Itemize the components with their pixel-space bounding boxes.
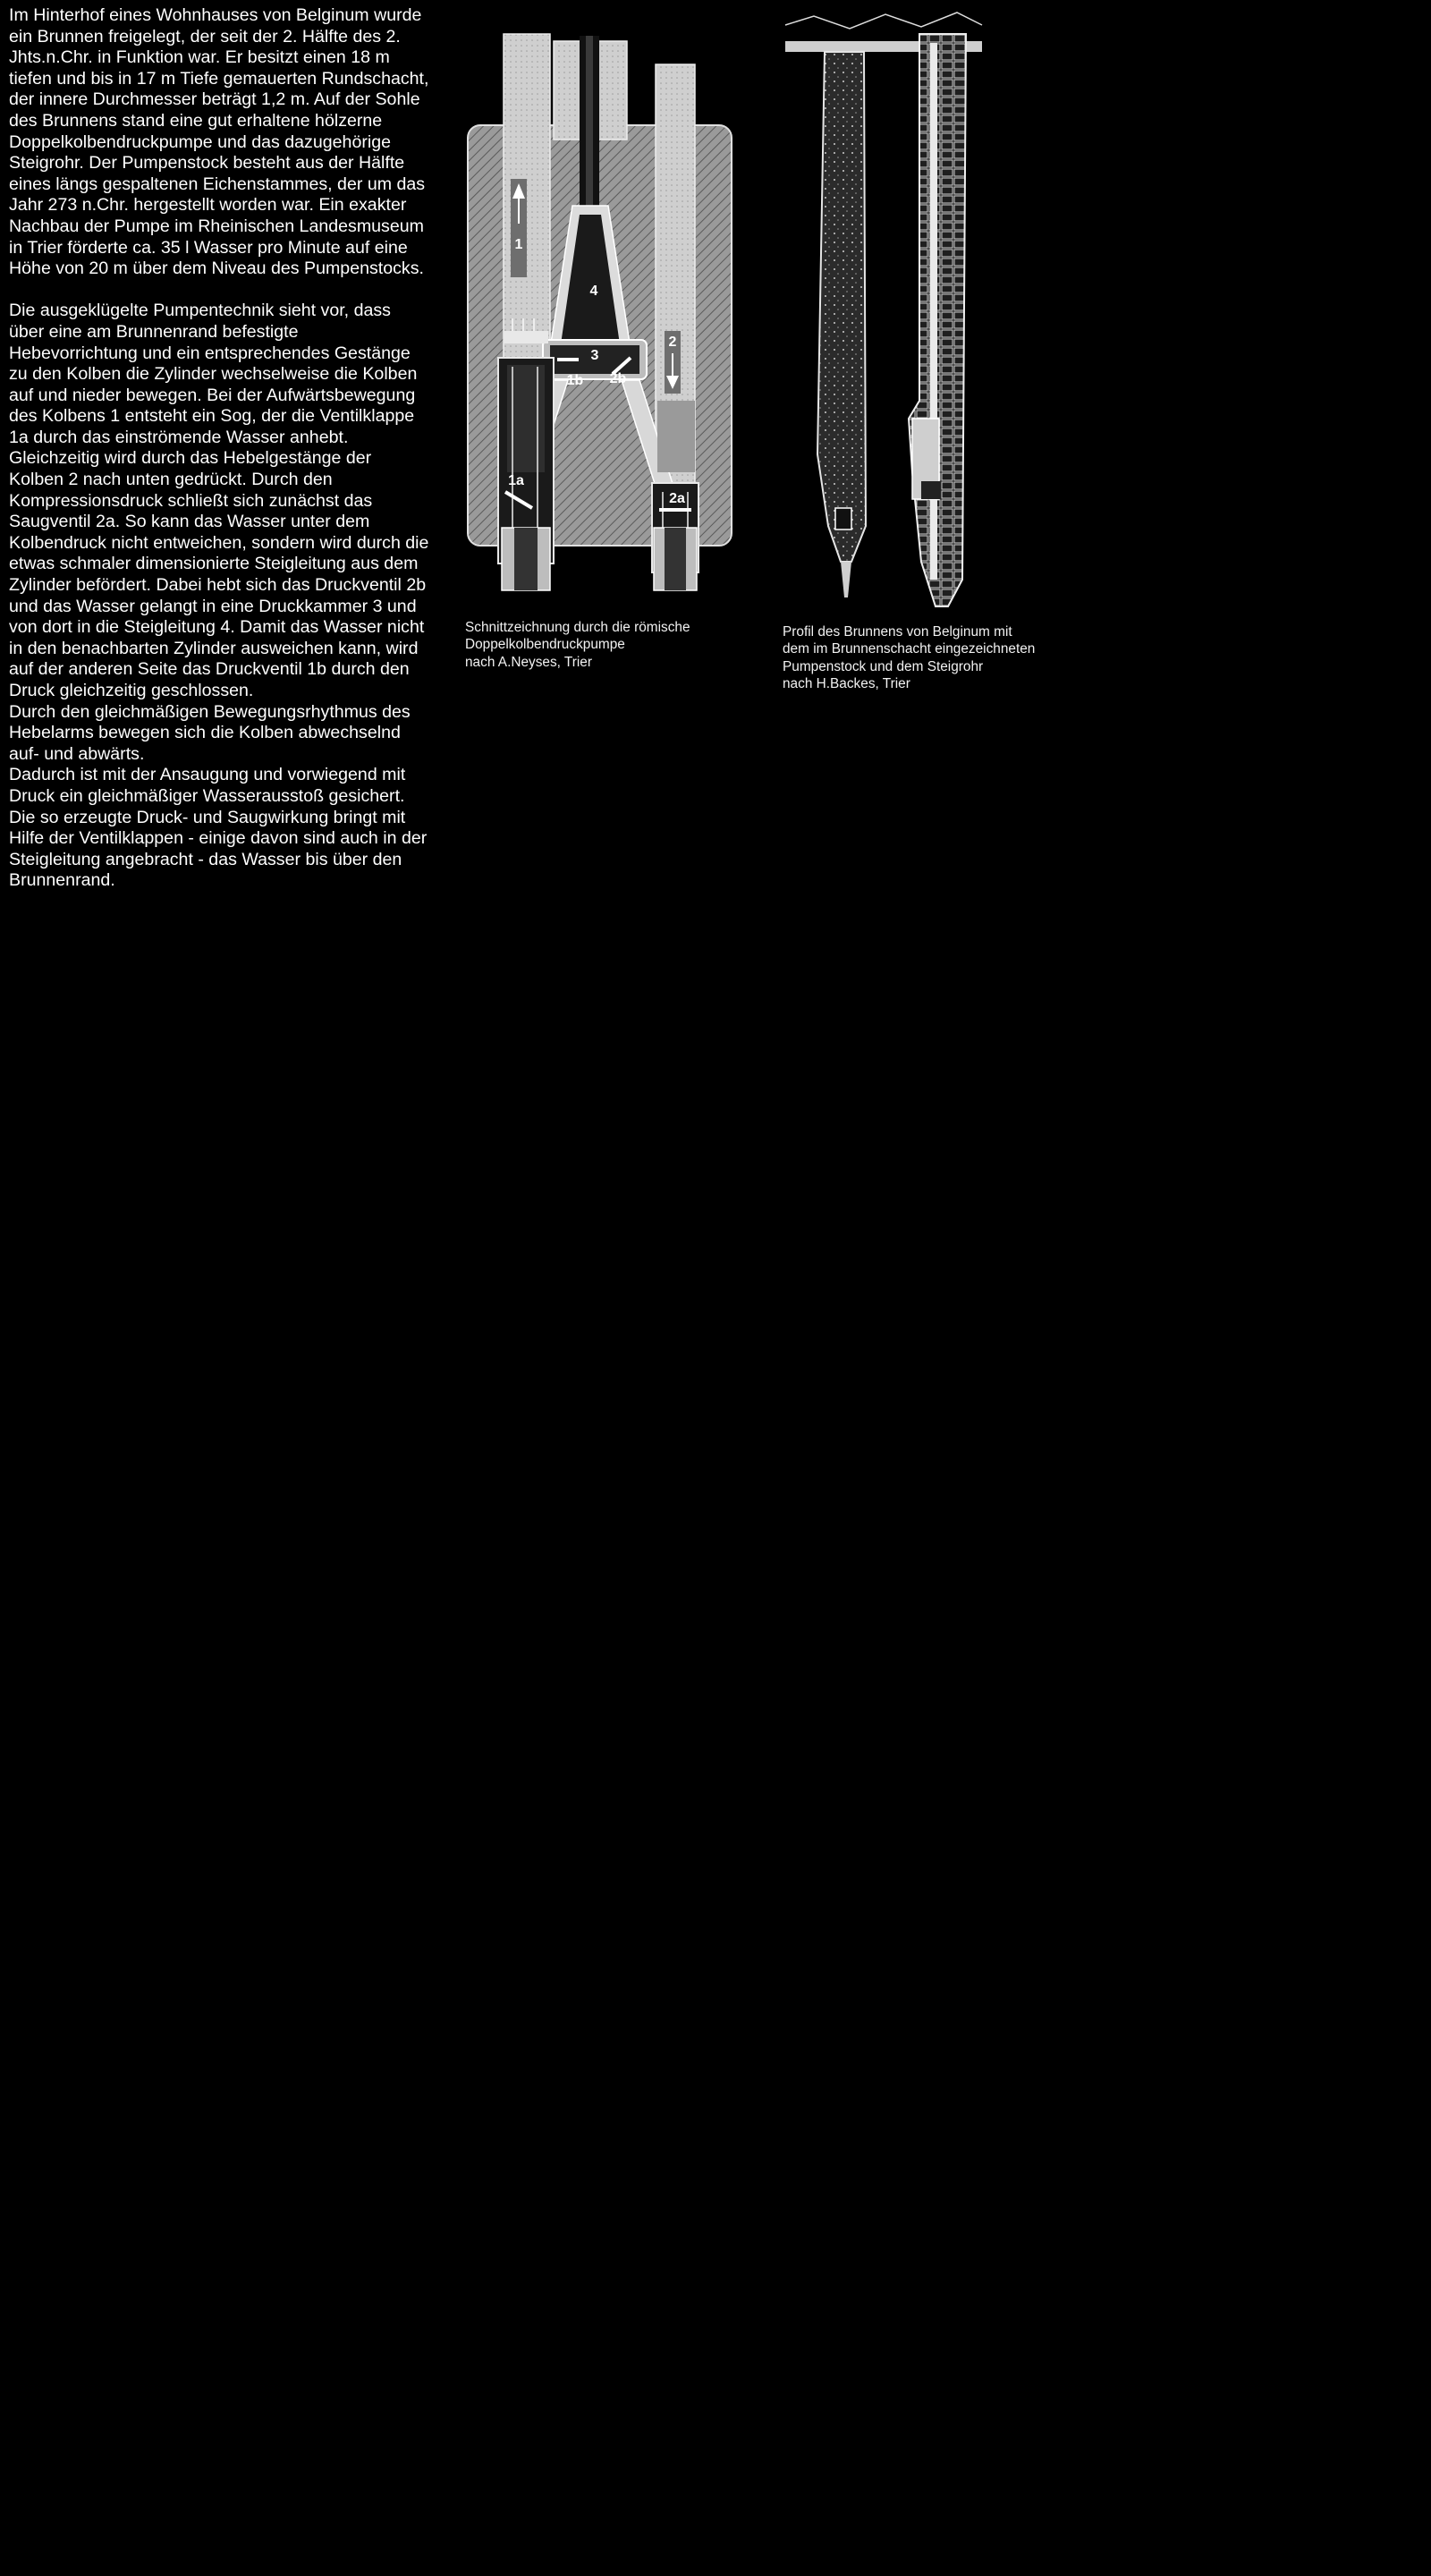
pump-caption-line-3: nach A.Neyses, Trier: [465, 654, 592, 670]
label-valve-2b: 2b: [609, 371, 627, 386]
label-riser-4: 4: [589, 284, 598, 299]
article-text: [9, 5, 429, 892]
pump-figure-caption: [465, 619, 690, 671]
label-piston-1: 1: [514, 237, 523, 252]
paragraph-4: Dadurch ist mit der Ansaugung und vorwiegend mit Druck ein gleichmäßiger Wasserausstoß gesichert. Die so erzeugte Druck- und Saugwirkung bringt mit Hilfe der Ventilklappen - einige davon sind auch in der Steigleitung angebracht - das Wasser bis über den Brunnenrand.: [9, 765, 428, 891]
well-figure-caption: [783, 623, 1035, 693]
pump-caption-line-1: Schnittzeichnung durch die römische: [465, 620, 690, 635]
pump-cross-section-drawing: [461, 27, 738, 599]
label-chamber-3: 3: [590, 348, 599, 363]
label-valve-1b: 1b: [566, 373, 584, 388]
well-profile-figure: [778, 7, 993, 615]
well-caption-line-1: Profil des Brunnens von Belginum mit: [783, 624, 1012, 640]
paragraph-1: Im Hinterhof eines Wohnhauses von Belginum wurde ein Brunnen freigelegt, der seit der 2. Hälfte des 2. Jhts.n.Chr. in Funktion war. Er besitzt einen 18 m tiefen und bis in 17 m Tiefe gemauerten Rundschacht, der innere Durchmesser beträgt 1,2 m. Auf der Sohle des Brunnens stand eine gut erhaltene hölzerne Doppelkolbendruckpumpe und das dazugehörige Steigrohr. Der Pumpenstock besteht aus der Hälfte eines längs gespaltenen Eichenstammes, der um das Jahr 273 n.Chr. hergestellt worden war. Ein exakter Nachbau der Pumpe im Rheinischen Landesmuseum in Trier förderte ca. 35 l Wasser pro Minute auf eine Höhe von 20 m über dem Niveau des Pumpenstocks.: [9, 5, 429, 279]
label-valve-2a: 2a: [669, 491, 685, 506]
paragraph-3: Durch den gleichmäßigen Bewegungsrhythmus des Hebelarms bewegen sich die Kolben abwechselnd auf- und abwärts.: [9, 701, 411, 764]
paragraph-2: Die ausgeklügelte Pumpentechnik sieht vor, dass über eine am Brunnenrand befestigte Hebevorrichtung und ein entsprechendes Gestänge zu den Kolben die Zylinder wechselweise die Kolben auf und nieder bewegen. Bei der Aufwärtsbewegung des Kolbens 1 entsteht ein Sog, der die Ventilklappe 1a durch das einströmende Wasser anhebt. Gleichzeitig wird durch das Hebelgestänge der Kolben 2 nach unten gedrückt. Durch den Kompressionsdruck schließt sich zunächst das Saugventil 2a. So kann das Wasser unter dem Kolbendruck nicht entweichen, sondern wird durch die etwas schmaler dimensionierte Steigleitung aus dem Zylinder befördert. Dabei hebt sich das Druckventil 2b und das Wasser gelangt in eine Druckkammer 3 und von dort in die Steigleitung 4. Damit das Wasser nicht in den benachbarten Zylinder ausweichen kann, wird auf der anderen Seite das Druckventil 1b durch den Druck gleichzeitig geschlossen.: [9, 301, 429, 700]
label-piston-2: 2: [668, 335, 677, 350]
well-caption-line-2: dem im Brunnenschacht eingezeichneten: [783, 641, 1036, 657]
label-valve-1a: 1a: [508, 473, 524, 488]
well-caption-line-3: Pumpenstock und dem Steigrohr: [783, 658, 984, 674]
well-caption-line-4: nach H.Backes, Trier: [783, 676, 910, 692]
pump-cross-section-figure: [461, 27, 738, 599]
pump-caption-line-2: Doppelkolbendruckpumpe: [465, 637, 625, 653]
well-profile-drawing: [778, 7, 993, 615]
